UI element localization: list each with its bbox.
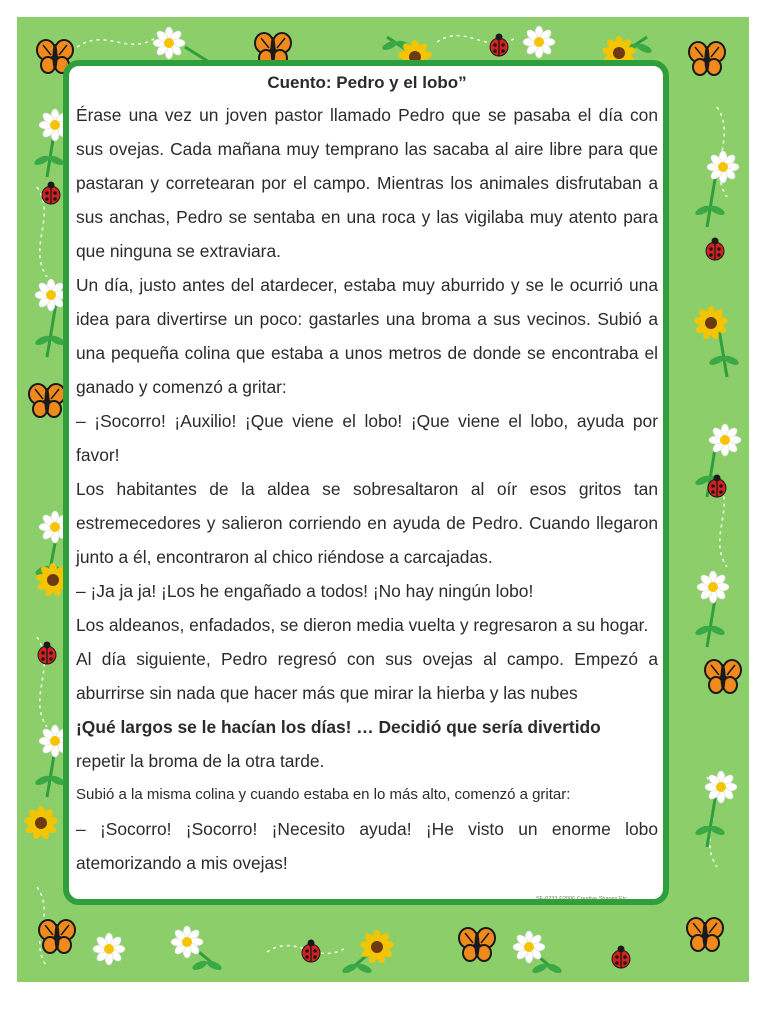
- ladybug-icon: [490, 34, 508, 57]
- small-line: Subió a la misma colina y cuando estaba en lo más alto, comenzó a gritar:: [76, 786, 571, 803]
- butterfly-icon: [705, 660, 741, 693]
- daisy-icon: [153, 27, 185, 59]
- copyright-notice: SE-0233 ©2006 Creative Shapes Etc.: [536, 896, 629, 902]
- daisy-icon: [707, 151, 739, 183]
- dialogue-line: – ¡Socorro! ¡Auxilio! ¡Que viene el lobo! ¡Que viene el lobo, ayuda por favor!: [76, 411, 658, 465]
- ladybug-icon: [42, 182, 60, 205]
- ladybug-icon: [612, 946, 630, 969]
- butterfly-icon: [29, 384, 65, 417]
- daisy-icon: [171, 926, 203, 958]
- daisy-icon: [709, 424, 741, 456]
- paragraph: Érase una vez un joven pastor llamado Pedro que se pasaba el día con sus ovejas. Cada mañana muy temprano las sacaba al aire libre para que pastaran y corretearan por el campo. Mientras los animales disfrutaban a sus anchas, Pedro se sentaba en una roca y las vigilaba muy atento para que ninguna se extraviara.: [76, 105, 658, 261]
- paragraph: Al día siguiente, Pedro regresó con sus ovejas al campo. Empezó a aburrirse sin nada que hacer más que mirar la hierba y las nubes: [76, 649, 658, 703]
- story-text: [76, 68, 658, 880]
- butterfly-icon: [39, 920, 75, 953]
- paragraph: Los habitantes de la aldea se sobresaltaron al oír esos gritos tan estremecedores y salieron corriendo en ayuda de Pedro. Cuando llegaron junto a él, encontraron al chico riéndose a carcajadas.: [76, 479, 658, 567]
- paragraph: repetir la broma de la otra tarde.: [76, 751, 325, 771]
- ladybug-icon: [302, 940, 320, 963]
- dialogue-line: – ¡Ja ja ja! ¡Los he engañado a todos! ¡No hay ningún lobo!: [76, 581, 534, 601]
- story-title: Cuento: Pedro y el lobo”: [267, 73, 467, 92]
- sunflower-icon: [360, 930, 395, 964]
- daisy-icon: [523, 26, 555, 58]
- sunflower-icon: [694, 306, 729, 340]
- daisy-icon: [93, 933, 125, 965]
- butterfly-icon: [689, 42, 725, 75]
- paragraph: Los aldeanos, enfadados, se dieron media vuelta y regresaron a su hogar.: [76, 615, 649, 635]
- daisy-icon: [513, 931, 545, 963]
- bold-line: ¡Qué largos se le hacían los días! … Decidió que sería divertido: [76, 717, 601, 737]
- daisy-icon: [705, 771, 737, 803]
- ladybug-icon: [706, 238, 724, 261]
- daisy-icon: [697, 571, 729, 603]
- butterfly-icon: [459, 928, 495, 961]
- butterfly-icon: [687, 918, 723, 951]
- sunflower-icon: [24, 806, 59, 840]
- paragraph: Un día, justo antes del atardecer, estaba muy aburrido y se le ocurrió una idea para divertirse un poco: gastarles una broma a sus vecinos. Subió a una pequeña colina que estaba a unos metros de donde se encontraba el ganado y comenzó a gritar:: [76, 275, 658, 397]
- dialogue-line: – ¡Socorro! ¡Socorro! ¡Necesito ayuda! ¡He visto un enorme lobo atemorizando a mis ovejas!: [76, 819, 658, 873]
